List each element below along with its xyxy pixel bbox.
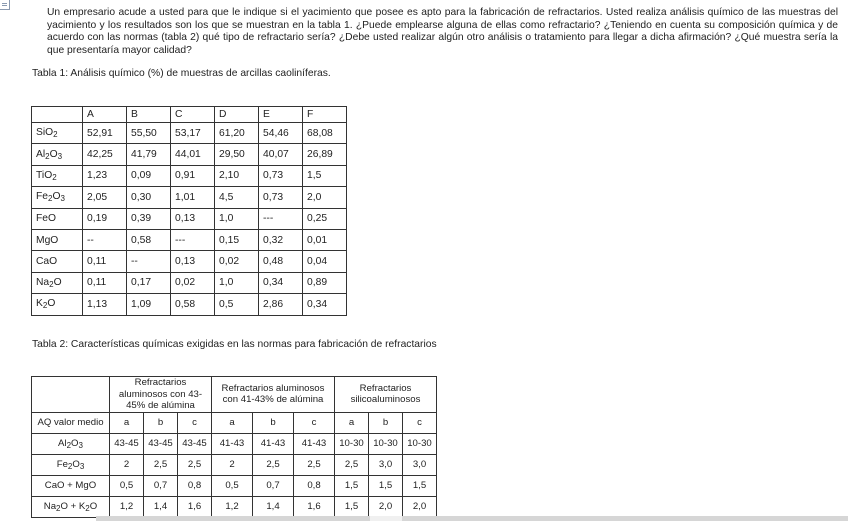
table2-subcolumn-header: a xyxy=(110,412,144,433)
table2-cell: 0,8 xyxy=(178,475,212,496)
table2-header-label: AQ valor medio xyxy=(32,412,110,433)
table1-column-header: D xyxy=(215,107,259,123)
table1-row-label: MgO xyxy=(32,229,83,250)
table1-row xyxy=(32,165,347,186)
table2-subcolumn-header: b xyxy=(253,412,294,433)
chemical-analysis-table xyxy=(31,106,347,316)
table1-cell: 26,89 xyxy=(303,144,347,165)
table2-cell: 1,2 xyxy=(212,496,253,517)
table2-subcolumn-header: c xyxy=(178,412,212,433)
table2-cell: 0,7 xyxy=(253,475,294,496)
table1-corner-cell xyxy=(32,107,83,123)
table1-cell: 1,13 xyxy=(83,294,127,315)
table1-row xyxy=(32,123,347,144)
table1-cell: 0,58 xyxy=(171,294,215,315)
table2-row-label: CaO + MgO xyxy=(32,475,110,496)
table2-subheader-row xyxy=(32,412,437,433)
table2-cell: 1,4 xyxy=(253,496,294,517)
table1-cell: 4,5 xyxy=(215,187,259,208)
table2-cell: 2,0 xyxy=(369,496,403,517)
horizontal-scrollbar[interactable] xyxy=(96,516,848,521)
scrollbar-thumb[interactable] xyxy=(370,516,402,521)
table1-cell: 0,34 xyxy=(259,272,303,293)
table1-row-label: $Al_2O_3$ xyxy=(32,144,83,165)
table1-cell: 54,46 xyxy=(259,123,303,144)
table1-cell: 0,13 xyxy=(171,208,215,229)
table1-cell: 0,32 xyxy=(259,229,303,250)
table2-row xyxy=(32,475,437,496)
table2-row-label: $Al_2O_3$ xyxy=(32,433,110,454)
table1-cell: 2,0 xyxy=(303,187,347,208)
table1-cell: 0,11 xyxy=(83,251,127,272)
table1-cell: 0,15 xyxy=(215,229,259,250)
table1-cell: 0,58 xyxy=(127,229,171,250)
table1-cell: 0,01 xyxy=(303,229,347,250)
table1-row-label: CaO xyxy=(32,251,83,272)
table1-cell: 2,86 xyxy=(259,294,303,315)
table1-row xyxy=(32,272,347,293)
table1-row-label: SiO$_2$ xyxy=(32,123,83,144)
table1-cell: 0,17 xyxy=(127,272,171,293)
table1-cell: 53,17 xyxy=(171,123,215,144)
table1-row-label: FeO xyxy=(32,208,83,229)
table1-cell: 1,0 xyxy=(215,272,259,293)
table1-column-header: C xyxy=(171,107,215,123)
table1-column-header: F xyxy=(303,107,347,123)
table1-cell: 0,39 xyxy=(127,208,171,229)
table2-subcolumn-header: c xyxy=(403,412,437,433)
table2-cell: 1,5 xyxy=(335,496,369,517)
table2-cell: 2,0 xyxy=(403,496,437,517)
table1-cell: 0,19 xyxy=(83,208,127,229)
table1-cell: --- xyxy=(171,229,215,250)
table1-cell: 1,01 xyxy=(171,187,215,208)
table1-cell: 2,05 xyxy=(83,187,127,208)
table1-cell: 41,79 xyxy=(127,144,171,165)
table1-cell: 1,23 xyxy=(83,165,127,186)
table2-subcolumn-header: a xyxy=(335,412,369,433)
table2-subcolumn-header: c xyxy=(294,412,335,433)
table1-row-label: $Na_2O$ xyxy=(32,272,83,293)
table1-row xyxy=(32,208,347,229)
table1-cell: 0,91 xyxy=(171,165,215,186)
table2-cell: 0,5 xyxy=(212,475,253,496)
table1-cell: 0,09 xyxy=(127,165,171,186)
table2-subcolumn-header: a xyxy=(212,412,253,433)
table1-cell: 52,91 xyxy=(83,123,127,144)
table1-cell: 0,5 xyxy=(215,294,259,315)
table1-cell: 0,02 xyxy=(215,251,259,272)
table2-cell: 1,6 xyxy=(178,496,212,517)
table2-subcolumn-header: b xyxy=(144,412,178,433)
table1-column-header: A xyxy=(83,107,127,123)
table2-cell: 10-30 xyxy=(403,433,437,454)
table2-cell: 1,6 xyxy=(294,496,335,517)
table2-cell: 2 xyxy=(110,454,144,475)
table1-cell: 1,09 xyxy=(127,294,171,315)
table2-cell: 1,5 xyxy=(335,475,369,496)
table2-cell: 41-43 xyxy=(253,433,294,454)
table2-cell: 0,8 xyxy=(294,475,335,496)
table1-cell: 42,25 xyxy=(83,144,127,165)
table1-column-header: E xyxy=(259,107,303,123)
table1-cell: -- xyxy=(127,251,171,272)
table1-cell: 0,89 xyxy=(303,272,347,293)
table2-cell: 2,5 xyxy=(335,454,369,475)
table1-cell: 55,50 xyxy=(127,123,171,144)
table1-cell: 0,73 xyxy=(259,165,303,186)
table2-row xyxy=(32,433,437,454)
refractory-norms-table xyxy=(31,376,437,518)
table1-cell: 68,08 xyxy=(303,123,347,144)
table1-row-label: $K_2O$ xyxy=(32,294,83,315)
table2-corner-cell xyxy=(32,377,110,413)
table1-cell: 61,20 xyxy=(215,123,259,144)
table1-row xyxy=(32,294,347,315)
table2-group-header: Refractarios aluminosos con 43-45% de alúmina xyxy=(110,377,212,413)
table2-cell: 2,5 xyxy=(294,454,335,475)
table1-cell: 0,04 xyxy=(303,251,347,272)
table1-cell: 2,10 xyxy=(215,165,259,186)
table1-cell: 0,73 xyxy=(259,187,303,208)
table2-cell: 43-45 xyxy=(178,433,212,454)
table1-cell: 29,50 xyxy=(215,144,259,165)
table2-cell: 0,5 xyxy=(110,475,144,496)
table1-column-header: B xyxy=(127,107,171,123)
table1-row xyxy=(32,187,347,208)
table1-row xyxy=(32,251,347,272)
table2-group-row xyxy=(32,377,437,413)
table2-cell: 2,5 xyxy=(178,454,212,475)
table2-row-label: $Na_2O + K_2O$ xyxy=(32,496,110,517)
table1-cell: 1,0 xyxy=(215,208,259,229)
table1-header-row xyxy=(32,107,347,123)
table2-cell: 2 xyxy=(212,454,253,475)
table2-cell: 41-43 xyxy=(212,433,253,454)
table2-cell: 1,5 xyxy=(403,475,437,496)
table1-cell: 0,30 xyxy=(127,187,171,208)
table2-row xyxy=(32,454,437,475)
table1-cell: --- xyxy=(259,208,303,229)
table1-caption: Tabla 1: Análisis químico (%) de muestras de arcillas caoliníferas. xyxy=(32,68,331,79)
table2-cell: 0,7 xyxy=(144,475,178,496)
table1-cell: 0,13 xyxy=(171,251,215,272)
table1-cell: 0,34 xyxy=(303,294,347,315)
table1-row xyxy=(32,229,347,250)
table2-row-label: $Fe_2O_3$ xyxy=(32,454,110,475)
table1-cell: 1,5 xyxy=(303,165,347,186)
table2-cell: 3,0 xyxy=(403,454,437,475)
table1-cell: 0,11 xyxy=(83,272,127,293)
table1-row-label: $Fe_2O_3$ xyxy=(32,187,83,208)
intro-paragraph: Un empresario acude a usted para que le indique si el yacimiento que posee es apto para la fabricación de refractarios. Usted realiza análisis químico de las muestras del yacimiento y los resultados son los que se muestran en la tabla 1. ¿Puede emplearse alguna de ellas como refractario? ¿Teniendo en cuenta su composición química y de acuerdo con las normas (tabla 2) qué tipo de refractario sería? ¿Debe usted realizar algún otro análisis o tratamiento para llegar a dicha afirmación? ¿Qué muestra sería la que presentaría mayor calidad? xyxy=(47,7,838,56)
table2-cell: 1,4 xyxy=(144,496,178,517)
table2-cell: 1,5 xyxy=(369,475,403,496)
table1-cell: -- xyxy=(83,229,127,250)
table1-cell: 0,02 xyxy=(171,272,215,293)
table2-cell: 41-43 xyxy=(294,433,335,454)
table2-cell: 10-30 xyxy=(335,433,369,454)
table2-cell: 43-45 xyxy=(110,433,144,454)
table1-cell: 0,48 xyxy=(259,251,303,272)
table2-row xyxy=(32,496,437,517)
table2-group-header: Refractarios aluminosos con 41-43% de alúmina xyxy=(212,377,335,413)
table1-cell: 44,01 xyxy=(171,144,215,165)
table2-group-header: Refractarios silicoaluminosos xyxy=(335,377,437,413)
table2-caption: Tabla 2: Características químicas exigidas en las normas para fabricación de refractarios xyxy=(32,339,437,350)
table1-row xyxy=(32,144,347,165)
table2-cell: 43-45 xyxy=(144,433,178,454)
table2-cell: 3,0 xyxy=(369,454,403,475)
table2-subcolumn-header: b xyxy=(369,412,403,433)
document-icon xyxy=(0,0,10,10)
table2-cell: 1,2 xyxy=(110,496,144,517)
table2-cell: 10-30 xyxy=(369,433,403,454)
table2-cell: 2,5 xyxy=(144,454,178,475)
table1-cell: 40,07 xyxy=(259,144,303,165)
table1-row-label: TiO$_2$ xyxy=(32,165,83,186)
table2-cell: 2,5 xyxy=(253,454,294,475)
table1-cell: 0,25 xyxy=(303,208,347,229)
